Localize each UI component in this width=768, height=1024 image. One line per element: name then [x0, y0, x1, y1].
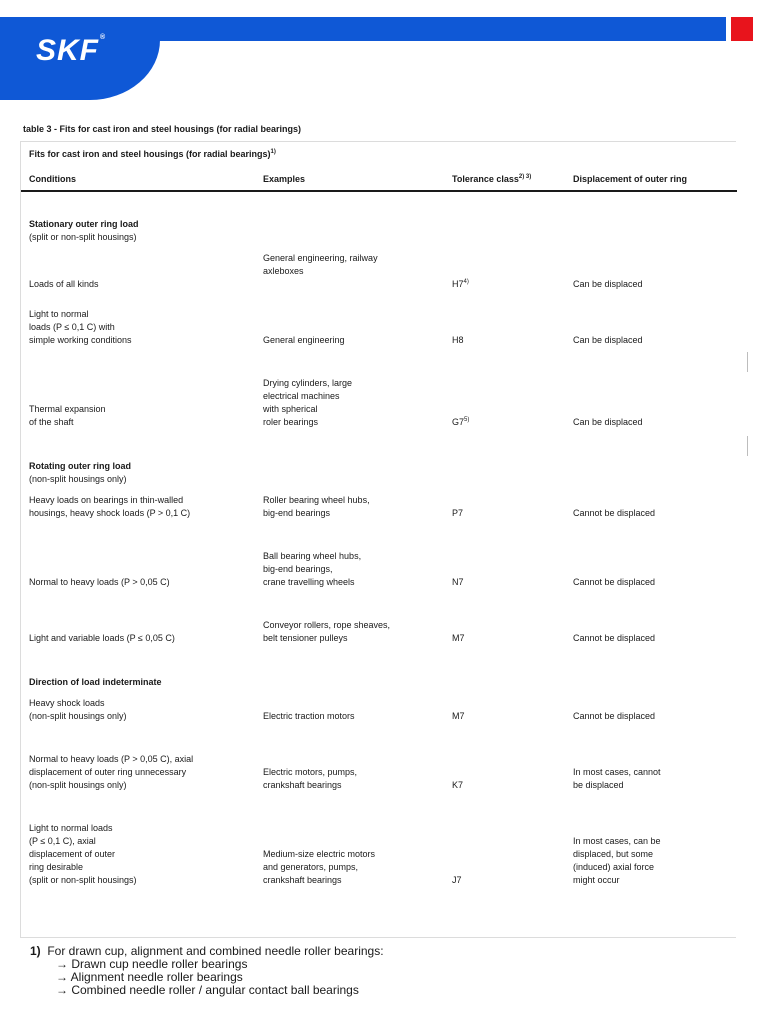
section-subtitle-rotating: (non-split housings only): [29, 474, 127, 484]
section-subtitle-stationary: (split or non-split housings): [29, 232, 137, 242]
column-header-examples: Examples: [263, 174, 306, 184]
arrow-right-icon: →: [56, 970, 68, 984]
arrow-right-icon: →: [56, 983, 68, 997]
footnote-item: → Alignment needle roller bearings: [56, 970, 243, 984]
row-5-conditions: Light and variable loads (P ≤ 0,05 C): [29, 633, 175, 643]
footnote: 1) For drawn cup, alignment and combined needle roller bearings:: [30, 944, 384, 958]
row-5-tolerance: M7: [452, 633, 465, 643]
row-2-displacement: Can be displaced: [573, 417, 643, 427]
footnote-item: → Combined needle roller / angular contact ball bearings: [56, 983, 359, 997]
row-8-tolerance: J7: [452, 875, 462, 885]
row-6-displacement: Cannot be displaced: [573, 711, 656, 721]
arrow-right-icon: →: [56, 957, 68, 971]
row-6-examples: Electric traction motors: [263, 711, 355, 721]
row-1-displacement: Can be displaced: [573, 335, 643, 345]
row-8-conditions: Light to normal loads (P ≤ 0,1 C), axial displacement of outer ring desirable (split or non-split housings): [29, 823, 137, 885]
row-7-examples: Electric motors, pumps, crankshaft bearings: [263, 767, 358, 790]
row-2-tolerance: G7$^{5)}$: [452, 417, 470, 427]
row-0-tolerance: H7$^{4)}$: [452, 279, 469, 289]
fits-table: [20, 141, 736, 938]
row-1-conditions: Light to normal loads (P ≤ 0,1 C) with simple working conditions: [29, 309, 132, 345]
table-title: Fits for cast iron and steel housings (for radial bearings)$^{1)}$: [29, 149, 276, 159]
row-3-tolerance: P7: [452, 508, 464, 518]
row-6-conditions: Heavy shock loads (non-split housings only): [29, 698, 127, 721]
brand-accent-square: [731, 17, 753, 41]
row-3-displacement: Cannot be displaced: [573, 508, 656, 518]
page-header: [0, 0, 768, 100]
column-header-conditions: Conditions: [29, 174, 76, 184]
row-0-conditions: Loads of all kinds: [29, 279, 99, 289]
row-7-tolerance: K7: [452, 780, 464, 790]
footnote-item: → Drawn cup needle roller bearings: [56, 957, 248, 971]
table-caption: table 3 - Fits for cast iron and steel housings (for radial bearings): [23, 124, 302, 134]
row-2-conditions: Thermal expansion of the shaft: [29, 404, 106, 427]
skf-logo: SKF®: [36, 34, 107, 67]
section-title-stationary: Stationary outer ring load: [29, 219, 139, 229]
row-5-examples: Conveyor rollers, rope sheaves, belt tensioner pulleys: [263, 620, 391, 643]
section-title-rotating: Rotating outer ring load: [29, 461, 131, 471]
row-4-conditions: Normal to heavy loads (P > 0,05 C): [29, 577, 170, 587]
section-title-indeterminate: Direction of load indeterminate: [29, 677, 162, 687]
row-4-tolerance: N7: [452, 577, 464, 587]
row-8-examples: Medium-size electric motors and generators, pumps, crankshaft bearings: [263, 849, 376, 885]
row-0-displacement: Can be displaced: [573, 279, 643, 289]
column-header-displacement: Displacement of outer ring: [573, 174, 688, 184]
column-header-tolerance: Tolerance class$^{2) 3)}$: [452, 174, 532, 184]
header-rule: [21, 190, 737, 192]
row-1-examples: General engineering: [263, 335, 345, 345]
row-8-displacement: In most cases, can be displaced, but some (induced) axial force might occur: [573, 836, 661, 885]
brand-band: [0, 17, 726, 41]
page-edge-mark: [747, 352, 748, 372]
row-7-conditions: Normal to heavy loads (P > 0,05 C), axial displacement of outer ring unnecessary (non-split housings only): [29, 754, 194, 790]
row-7-displacement: In most cases, cannot be displaced: [573, 767, 661, 790]
row-6-tolerance: M7: [452, 711, 465, 721]
row-4-examples: Ball bearing wheel hubs, big-end bearings, crane travelling wheels: [263, 551, 362, 587]
row-2-examples: Drying cylinders, large electrical machines with spherical roler bearings: [263, 378, 353, 427]
page-edge-mark: [747, 436, 748, 456]
row-3-examples: Roller bearing wheel hubs, big-end bearings: [263, 495, 370, 518]
row-1-tolerance: H8: [452, 335, 464, 345]
row-0-examples: General engineering, railway axleboxes: [263, 253, 378, 276]
row-4-displacement: Cannot be displaced: [573, 577, 656, 587]
row-5-displacement: Cannot be displaced: [573, 633, 656, 643]
row-3-conditions: Heavy loads on bearings in thin-walled housings, heavy shock loads (P > 0,1 C): [29, 495, 191, 518]
